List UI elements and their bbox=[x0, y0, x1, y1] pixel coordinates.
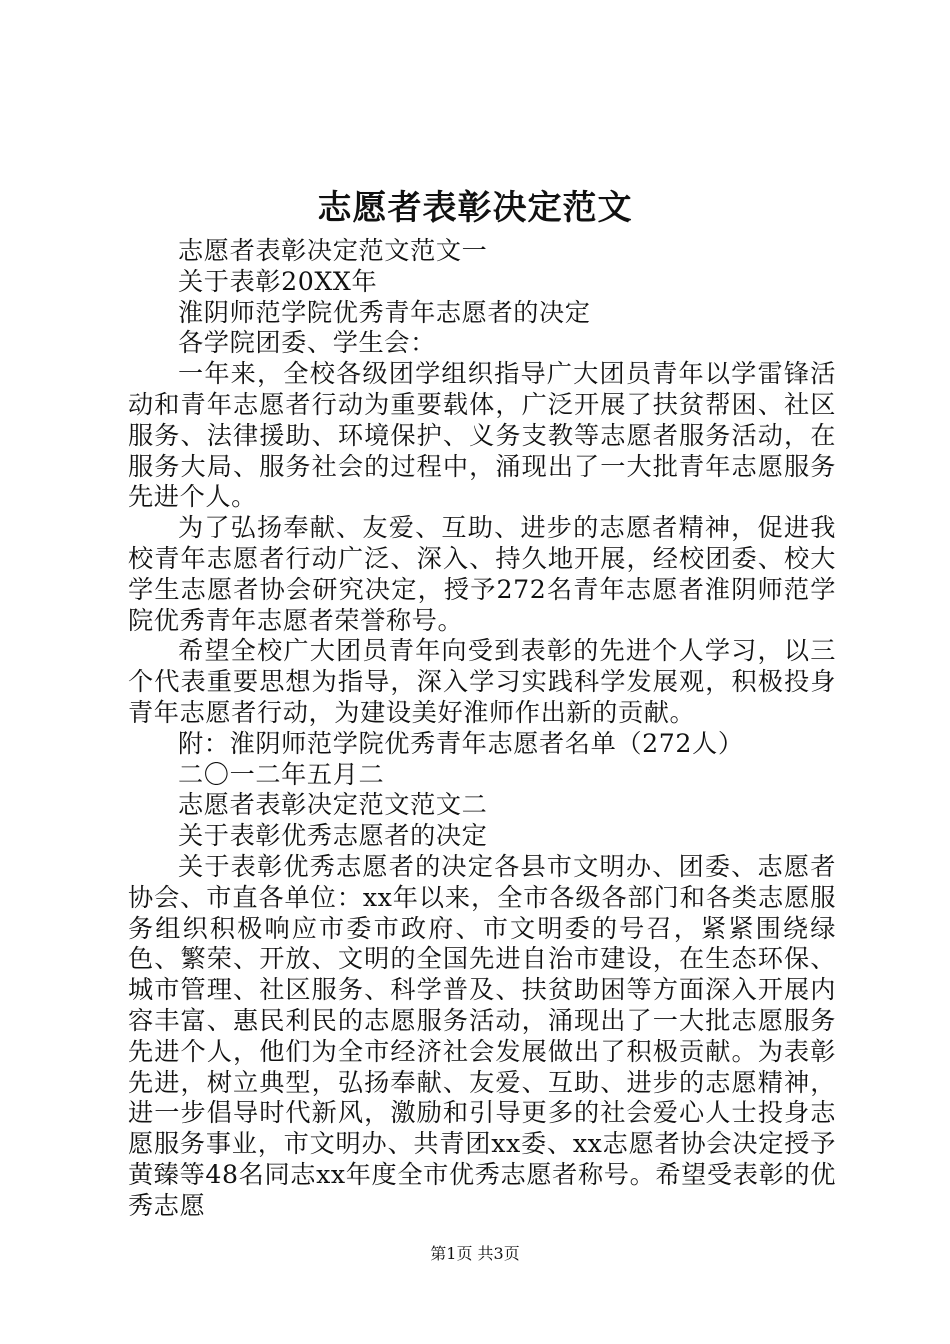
paragraph: 各学院团委、学生会： bbox=[178, 328, 436, 358]
paragraph: 关于表彰优秀志愿者的决定各县市文明办、团委、志愿者协会、市直各单位：xx年以来，全市各级各部门和各类志愿服务组织积极响应市委市政府、市文明委的号召，紧紧围绕绿色、繁荣、开放、文明的全国先进自治市建设，在生态环保、城市管理、社区服务、科学普及、扶贫助困等方面深入开展内容丰富、惠民利民的志愿服务活动，涌现出了一大批志愿服务先进个人，他们为全市经济社会发展做出了积极贡献。为表彰先进，树立典型，弘扬奉献、友爱、互助、进步的志愿精神，进一步倡导时代新风，激励和引导更多的社会爱心人士投身志愿服务事业，市文明办、共青团xx委、xx志愿者协会决定授予黄臻等48名同志xx年度全市优秀志愿者称号。希望受表彰的优秀志愿 bbox=[128, 851, 836, 1220]
document-title: 志愿者表彰决定范文 bbox=[317, 188, 633, 228]
paragraph: 附：淮阴师范学院优秀青年志愿者名单（272人） bbox=[178, 728, 744, 758]
paragraph: 二〇一二年五月二 bbox=[178, 759, 385, 789]
paragraph: 为了弘扬奉献、友爱、互助、进步的志愿者精神，促进我校青年志愿者行动广泛、深入、持久地开展，经校团委、校大学生志愿者协会研究决定，授予272名青年志愿者淮阴师范学院优秀青年志愿者荣誉称号。 bbox=[128, 513, 836, 635]
paragraph: 希望全校广大团员青年向受到表彰的先进个人学习，以三个代表重要思想为指导，深入学习实践科学发展观，积极投身青年志愿者行动，为建设美好淮师作出新的贡献。 bbox=[128, 636, 836, 727]
paragraph: 志愿者表彰决定范文范文一 bbox=[178, 236, 488, 265]
paragraph: 关于表彰优秀志愿者的决定 bbox=[178, 821, 488, 851]
paragraph: 关于表彰20XX年 bbox=[178, 266, 378, 296]
document-body bbox=[128, 236, 836, 1222]
page-footer: 第1页 共3页 bbox=[430, 1244, 520, 1263]
paragraph: 一年来，全校各级团学组织指导广大团员青年以学雷锋活动和青年志愿者行动为重要载体，广泛开展了扶贫帮困、社区服务、法律援助、环境保护、义务支教等志愿者服务活动，在服务大局、服务社会的过程中，涌现出了一大批青年志愿服务先进个人。 bbox=[128, 359, 836, 512]
paragraph: 淮阴师范学院优秀青年志愿者的决定 bbox=[178, 297, 591, 327]
paragraph: 志愿者表彰决定范文范文二 bbox=[178, 790, 488, 820]
